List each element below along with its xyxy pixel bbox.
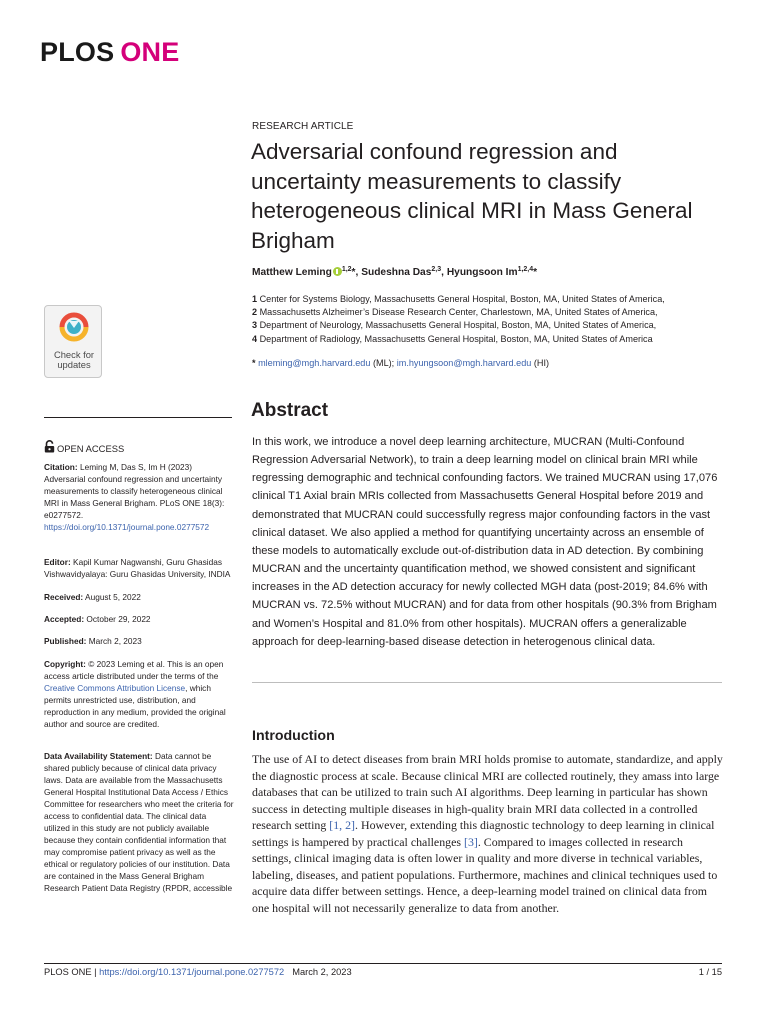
affiliation-item: 3 Department of Neurology, Massachusetts General Hospital, Boston, MA, United States of America, (252, 320, 657, 331)
author-name[interactable]: Matthew Leming (252, 267, 332, 278)
journal-logo-one: ONE (120, 37, 180, 67)
author-name[interactable]: Sudeshna Das (361, 267, 432, 278)
page-number: 1 / 15 (698, 967, 722, 977)
affiliation-item: 4 Department of Radiology, Massachusetts General Hospital, Boston, MA, United States of America (252, 333, 653, 344)
author-name[interactable]: Hyungsoon Im (446, 267, 518, 278)
open-access-label: OPEN ACCESS (44, 440, 124, 455)
email-link[interactable]: im.hyungsoon@mgh.harvard.edu (396, 358, 532, 368)
license-link[interactable]: Creative Commons Attribution License (44, 683, 186, 693)
sidebar-divider (44, 417, 232, 418)
journal-logo[interactable] (40, 36, 179, 68)
author-affiliation-sup: 1,2,4 (517, 266, 534, 273)
journal-logo-plos: PLOS (40, 37, 115, 67)
correspondence: * mleming@mgh.harvard.edu (ML); im.hyungsoon@mgh.harvard.edu (HI) (252, 358, 550, 368)
affiliations (252, 293, 665, 346)
check-for-updates-badge[interactable] (44, 305, 102, 378)
received-date: Received: August 5, 2022 (44, 592, 141, 602)
footer-date: March 2, 2023 (292, 967, 352, 977)
orcid-icon[interactable] (333, 267, 342, 276)
abstract-text: In this work, we introduce a novel deep learning architecture, MUCRAN (Multi-Confound Regression Adversarial Network), to train a deep learning model on clinical brain MRI while regressing demographic and technical confounding factors. We trained MUCRAN using 17,076 clinical T1 Axial brain MRIs collected from Massachusetts General Hospital before 2019 and demonstrated that MUCRAN could successfully regress major confounding factors in the vast clinical dataset. We also applied a method for quantifying uncertainty across an ensemble of these models to automatically exclude out-of-distribution data in AD detection. By combining MUCRAN and the uncertainty quantification method, we showed consistent and significant increases in the AD detection accuracy for newly collected MGH data (post-2019; 84.6% with MUCRAN vs. 72.5% without MUCRAN) and for data from other hospitals (90.3% from Brigham and Women’s Hospital and 81.0% from other hospitals). MUCRAN offers a generalizable approach for deep-learning-based disease detection in heterogenous clinical data. (252, 436, 718, 648)
introduction-heading: Introduction (252, 728, 335, 744)
citation-link[interactable]: [3] (463, 834, 478, 849)
page-footer: PLOS ONE | https://doi.org/10.1371/journal.pone.0277572 March 2, 2023 (44, 967, 352, 977)
check-for-updates-label: Check for updates (53, 349, 95, 370)
citation-block: Citation: Leming M, Das S, Im H (2023) Adversarial confound regression and uncertainty measurements to classify heterogeneous clinical MRI in Mass General Brigham. PLoS ONE 18(3): e0277572. https://doi.org/10.1371/journal.pone.0277572 (44, 462, 225, 532)
abstract-heading: Abstract (251, 400, 329, 421)
email-link[interactable]: mleming@mgh.harvard.edu (258, 358, 371, 368)
affiliation-item: 1 Center for Systems Biology, Massachusetts General Hospital, Boston, MA, United States of America, (252, 294, 665, 304)
affiliation-item: 2 Massachusetts Alzheimer’s Disease Research Center, Charlestown, MA, United States of America, (252, 307, 658, 318)
article-title: Adversarial confound regression and uncertainty measurements to classify heterogeneous clinical MRI in Mass General Brigham (251, 139, 693, 253)
accepted-date: Accepted: October 29, 2022 (44, 614, 151, 624)
introduction-text: The use of AI to detect diseases from brain MRI holds promise to automate, standardize, and apply the diagnostic process at scale. Because clinical MRI are collected routinely, they amass into large databases that can be utilized to train such AI algorithms. Deep learning in particular has shown success in detecting multiple diseases in high-quality brain MRI data collected in a controlled research setting [1, 2]. However, extending this diagnostic technology to deep learning in clinical settings is hampered by practical challenges [3]. Compared to images collected in research settings, clinical imaging data is often lower in quality and more diverse in technical variables, labeling, diseases, and patient populations. Furthermore, machines and clinical techniques used to acquire data differ between settings. Hence, a deep-learning model trained on clinical data from one hospital will not necessarily generalize to data from another. (252, 752, 723, 915)
data-availability-block: Data Availability Statement: Data cannot be shared publicly because of clinical data privacy laws. Data are available from the Massachusetts General Hospital Institutional Data Access / Ethics Committee for researchers who meet the criteria for access to confidential data. The clinical data utilized in this study are not publicly available because they contain confidential information that may compromise patient privacy as well as the ethical or regulatory policies of our institution. Data are contained in the Mass General Brigham Research Patient Data Registry (RPDR, accessible (44, 751, 234, 893)
doi-link[interactable]: https://doi.org/10.1371/journal.pone.0277572 (44, 522, 210, 532)
citation-link[interactable]: [1, 2] (329, 818, 356, 833)
author-affiliation-sup: 2,3 (431, 266, 442, 273)
footer-divider (44, 963, 722, 964)
footer-journal: PLOS ONE (44, 967, 92, 977)
open-lock-icon (44, 440, 55, 455)
editor-block: Editor: Kapil Kumar Nagwanshi, Guru Ghasidas Vishwavidyalaya: Guru Ghasidas University, INDIA (44, 557, 231, 579)
crossmark-icon (59, 312, 89, 342)
article-type: RESEARCH ARTICLE (252, 121, 354, 132)
abstract-divider (252, 682, 722, 683)
author-list: Matthew Leming $^{1,2}$*, Sudeshna Das$^{2,3}$, Hyungsoon Im$^{1,2,4}$* (252, 266, 538, 278)
published-date: Published: March 2, 2023 (44, 636, 142, 646)
author-affiliation-sup: 1,2 (341, 266, 352, 273)
footer-doi-link[interactable]: https://doi.org/10.1371/journal.pone.0277572 (99, 967, 285, 977)
copyright-block: Copyright: © 2023 Leming et al. This is an open access article distributed under the terms of the Creative Commons Attribution License, which permits unrestricted use, distribution, and reproduction in any medium, provided the original author and source are credited. (44, 659, 226, 729)
